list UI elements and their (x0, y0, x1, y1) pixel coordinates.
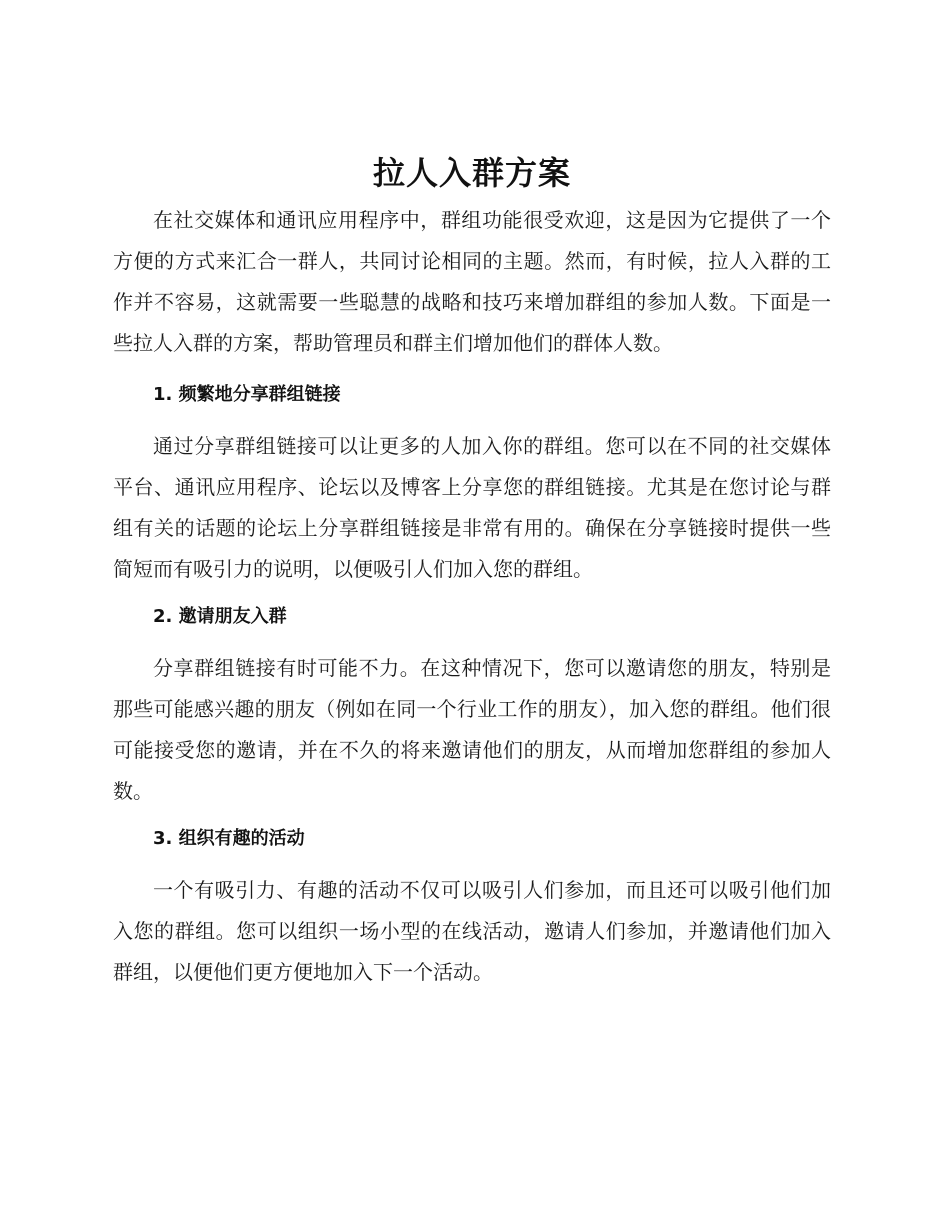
intro-paragraph: 在社交媒体和通讯应用程序中，群组功能很受欢迎，这是因为它提供了一个方便的方式来汇合一群人，共同讨论相同的主题。然而，有时候，拉人入群的工作并不容易，这就需要一些聪慧的战略和技巧来增加群组的参加人数。下面是一些拉人入群的方案，帮助管理员和群主们增加他们的群体人数。 (113, 208, 831, 355)
section-body-1: 通过分享群组链接可以让更多的人加入你的群组。您可以在不同的社交媒体平台、通讯应用程序、论坛以及博客上分享您的群组链接。尤其是在您讨论与群组有关的话题的论坛上分享群组链接是非常有用的。确保在分享链接时提供一些简短而有吸引力的说明，以便吸引人们加入您的群组。 (113, 434, 831, 581)
document-content (113, 150, 831, 993)
section-body-2: 分享群组链接有时可能不力。在这种情况下，您可以邀请您的朋友，特别是那些可能感兴趣的朋友（例如在同一个行业工作的朋友），加入您的群组。他们很可能接受您的邀请，并在不久的将来邀请他们的朋友，从而增加您群组的参加人数。 (113, 656, 831, 803)
section-body-3: 一个有吸引力、有趣的活动不仅可以吸引人们参加，而且还可以吸引他们加入您的群组。您可以组织一场小型的在线活动，邀请人们参加，并邀请他们加入群组，以便他们更方便地加入下一个活动。 (113, 878, 831, 984)
document-title: 拉人入群方案 (372, 154, 571, 192)
section-heading-2: 2. 邀请朋友入群 (153, 606, 287, 627)
section-heading-3: 3. 组织有趣的活动 (153, 828, 305, 849)
section-heading-1: 1. 频繁地分享群组链接 (153, 384, 341, 405)
